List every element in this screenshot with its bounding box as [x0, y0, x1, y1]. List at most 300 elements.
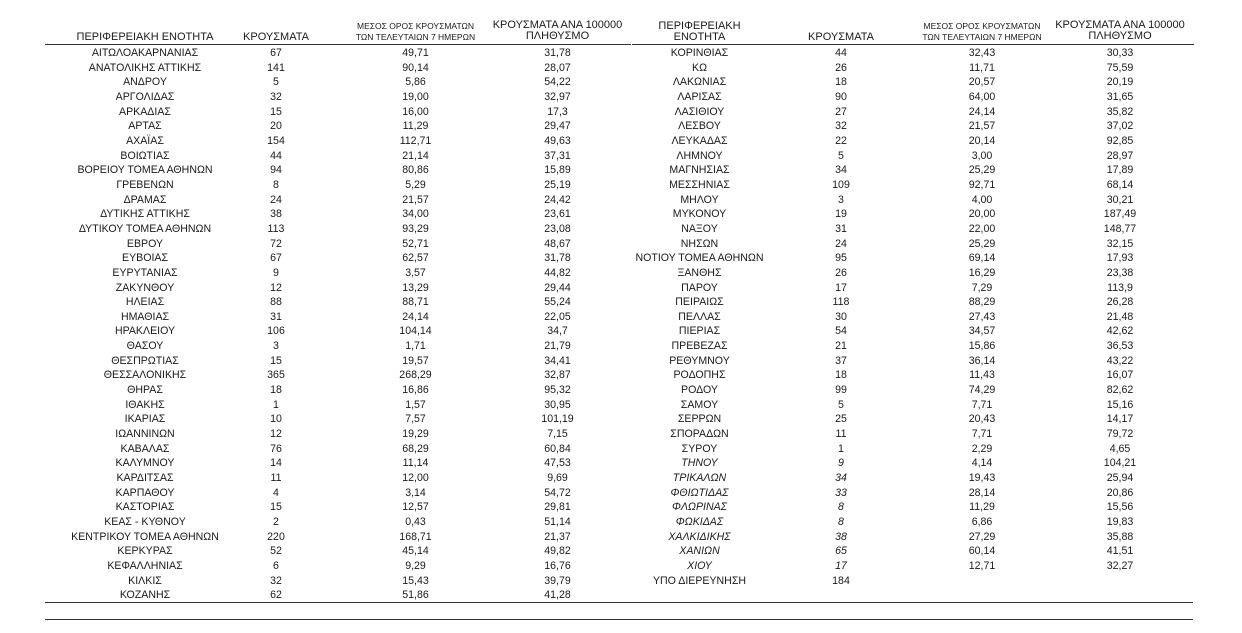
per100k-cell: 35,88 — [1106, 530, 1134, 543]
table-row — [45, 281, 631, 296]
cases-cell: 26 — [835, 61, 847, 74]
cases-cell: 109 — [832, 178, 850, 191]
table-row — [632, 515, 1194, 530]
cases-cell: 44 — [270, 149, 282, 162]
avg-cell: 34,00 — [402, 208, 429, 221]
avg-cell: 92,71 — [968, 178, 996, 191]
avg-cell: 21,57 — [968, 120, 996, 133]
per100k-cell: 37,31 — [544, 149, 571, 162]
avg-cell: 19,57 — [402, 354, 429, 367]
right-rows — [632, 46, 1194, 588]
table-row — [632, 163, 1194, 178]
cases-cell: 30 — [835, 310, 847, 323]
region-cell: ΔΥΤΙΚΟΥ ΤΟΜΕΑ ΑΘΗΝΩΝ — [78, 222, 212, 235]
page-bottom-rule — [45, 619, 1193, 620]
per100k-cell: 34,7 — [547, 325, 568, 338]
avg-cell: 24,14 — [402, 310, 429, 323]
avg-cell: 7,57 — [405, 413, 426, 426]
avg-cell: 34,57 — [968, 325, 996, 338]
region-cell: ΗΜΑΘΙΑΣ — [120, 310, 170, 323]
per100k-cell: 29,44 — [544, 281, 571, 294]
region-cell: ΜΑΓΝΗΣΙΑΣ — [669, 164, 730, 177]
region-cell: ΑΡΤΑΣ — [128, 120, 162, 133]
cases-cell: 118 — [832, 296, 850, 309]
per100k-cell: 34,41 — [544, 354, 571, 367]
table-row — [45, 530, 631, 545]
avg-cell: 25,29 — [968, 237, 996, 250]
table-row — [45, 324, 631, 339]
table-row — [632, 354, 1194, 369]
avg-cell: 24,14 — [968, 105, 996, 118]
table-row — [632, 119, 1194, 134]
table-row — [632, 368, 1194, 383]
table-row — [632, 207, 1194, 222]
table-row — [45, 134, 631, 149]
table-row — [632, 193, 1194, 208]
table-row — [45, 178, 631, 193]
table-row — [632, 456, 1194, 471]
region-cell: ΡΟΔΟΥ — [681, 384, 718, 397]
table-row — [632, 544, 1194, 559]
avg-cell: 7,71 — [971, 428, 993, 441]
region-cell: ΒΟΡΕΙΟΥ ΤΟΜΕΑ ΑΘΗΝΩΝ — [77, 164, 213, 177]
region-cell: ΝΟΤΙΟΥ ΤΟΜΕΑ ΑΘΗΝΩΝ — [635, 252, 764, 265]
per100k-cell: 37,02 — [1106, 120, 1134, 133]
avg-cell: 69,14 — [968, 252, 996, 265]
table-row — [45, 75, 631, 90]
per100k-cell: 104,21 — [1103, 457, 1137, 470]
header-per100k — [490, 20, 625, 42]
region-cell: ΘΑΣΟΥ — [126, 340, 164, 353]
per100k-cell: 21,48 — [1106, 310, 1134, 323]
cases-cell: 1 — [273, 398, 279, 411]
per100k-cell: 22,05 — [544, 310, 571, 323]
header-region: ΠΕΡΙΦΕΡΕΙΑΚΗ ΕΝΟΤΗΤΑ — [658, 20, 741, 43]
region-cell: ΚΕΦΑΛΛΗΝΙΑΣ — [107, 559, 183, 572]
avg-cell: 19,00 — [402, 90, 429, 103]
per100k-cell: 30,33 — [1106, 47, 1134, 59]
avg-cell: 268,29 — [399, 369, 432, 382]
per100k-cell: 20,19 — [1106, 76, 1134, 89]
per100k-cell: 82,62 — [1106, 384, 1134, 397]
region-cell: ΚΑΡΠΑΘΟΥ — [115, 486, 175, 499]
cases-cell: 33 — [835, 486, 847, 499]
avg-cell: 5,86 — [405, 76, 426, 89]
cases-cell: 21 — [835, 340, 847, 353]
cases-cell: 65 — [835, 545, 847, 558]
cases-cell: 15 — [270, 501, 282, 514]
region-cell: ΘΗΡΑΣ — [127, 384, 163, 397]
cases-cell: 32 — [270, 574, 282, 587]
region-cell: ΧΑΝΙΩΝ — [679, 545, 720, 558]
per100k-cell: 39,79 — [544, 574, 571, 587]
cases-cell: 52 — [270, 545, 282, 558]
table-row — [45, 61, 631, 76]
region-cell: ΙΘΑΚΗΣ — [125, 398, 165, 411]
table-row — [45, 46, 631, 61]
per100k-cell: 68,14 — [1106, 178, 1134, 191]
region-cell: ΞΑΝΘΗΣ — [677, 266, 722, 279]
region-cell: ΚΑΣΤΟΡΙΑΣ — [115, 501, 175, 514]
avg-cell: 27,29 — [968, 530, 996, 543]
table-row — [632, 105, 1194, 120]
table-row — [45, 163, 631, 178]
cases-cell: 11 — [270, 472, 282, 485]
table-row — [632, 427, 1194, 442]
table-row — [45, 90, 631, 105]
header-avg — [912, 21, 1052, 43]
cases-cell: 32 — [835, 120, 847, 133]
region-cell: ΧΙΟΥ — [687, 559, 712, 572]
table-header — [632, 14, 1194, 45]
table-row — [45, 339, 631, 354]
cases-cell: 5 — [273, 76, 279, 89]
cases-cell: 5 — [838, 398, 844, 411]
per100k-cell: 49,82 — [544, 545, 571, 558]
per100k-cell: 21,37 — [544, 530, 571, 543]
table-row — [45, 354, 631, 369]
region-cell: ΚΕΑΣ - ΚΥΘΝΟΥ — [104, 516, 186, 528]
table-row — [632, 237, 1194, 252]
avg-cell: 90,14 — [402, 61, 429, 74]
per100k-cell: 148,77 — [1103, 222, 1137, 235]
cases-cell: 95 — [835, 252, 847, 265]
region-cell: ΛΕΥΚΑΔΑΣ — [671, 134, 728, 147]
cases-cell: 54 — [835, 325, 847, 338]
cases-cell: 9 — [838, 457, 844, 470]
table-row — [632, 559, 1194, 574]
avg-cell: 11,29 — [402, 120, 429, 133]
per100k-cell: 43,22 — [1106, 354, 1134, 367]
region-cell: ΣΥΡΟΥ — [681, 442, 718, 455]
per100k-cell: 60,84 — [544, 442, 571, 455]
per100k-cell: 31,65 — [1106, 90, 1134, 103]
table-row — [45, 544, 631, 559]
region-cell: ΠΡΕΒΕΖΑΣ — [671, 340, 728, 353]
avg-cell: 28,14 — [968, 486, 996, 499]
header-per100k-line2: ΠΛΗΘΥΣΜΟ — [525, 30, 590, 42]
header-avg-line2: ΤΩΝ ΤΕΛΕΥΤΑΙΩΝ 7 ΗΜΕΡΩΝ — [355, 32, 476, 42]
per100k-cell: 55,24 — [544, 296, 571, 309]
cases-cell: 27 — [835, 105, 847, 118]
table-row — [45, 149, 631, 164]
table-row — [45, 105, 631, 120]
per100k-cell: 30,21 — [1106, 193, 1134, 206]
region-cell: ΠΕΙΡΑΙΩΣ — [675, 296, 724, 309]
region-cell: ΧΑΛΚΙΔΙΚΗΣ — [668, 530, 731, 543]
cases-cell: 17 — [835, 281, 847, 294]
avg-cell: 0,43 — [405, 516, 426, 528]
cases-cell: 15 — [270, 105, 282, 118]
region-cell: ΖΑΚΥΝΘΟΥ — [115, 281, 175, 294]
avg-cell: 25,29 — [968, 164, 996, 177]
cases-cell: 24 — [835, 237, 847, 250]
per100k-cell: 7,15 — [547, 428, 568, 441]
table-row — [632, 295, 1194, 310]
table-row — [45, 193, 631, 208]
region-cell: ΚΕΡΚΥΡΑΣ — [117, 545, 173, 558]
cases-cell: 2 — [273, 516, 279, 528]
cases-cell: 31 — [835, 222, 847, 235]
cases-cell: 220 — [267, 530, 285, 543]
header-region: ΠΕΡΙΦΕΡΕΙΑΚΗ ΕΝΟΤΗΤΑ — [76, 31, 214, 43]
per100k-cell: 23,38 — [1106, 266, 1134, 279]
per100k-cell: 17,89 — [1106, 164, 1134, 177]
cases-cell: 76 — [270, 442, 282, 455]
per100k-cell: 31,78 — [544, 47, 571, 59]
region-cell: ΔΡΑΜΑΣ — [123, 193, 167, 206]
table-bottom-rule — [45, 602, 1193, 603]
region-cell: ΗΡΑΚΛΕΙΟΥ — [114, 325, 176, 338]
table-row — [632, 471, 1194, 486]
table-row — [45, 574, 631, 589]
region-cell: ΥΠΟ ΔΙΕΡΕΥΝΗΣΗ — [652, 574, 747, 587]
region-cell: ΜΥΚΟΝΟΥ — [672, 208, 727, 221]
table-row — [632, 266, 1194, 281]
avg-cell: 9,29 — [405, 559, 426, 572]
region-cell: ΚΟΡΙΝΘΙΑΣ — [670, 47, 729, 59]
cases-cell: 12 — [270, 428, 282, 441]
per100k-cell: 42,62 — [1106, 325, 1134, 338]
per100k-cell: 9,69 — [547, 472, 568, 485]
per100k-cell: 15,89 — [544, 164, 571, 177]
cases-cell: 22 — [835, 134, 847, 147]
per100k-cell: 19,83 — [1106, 516, 1134, 528]
cases-cell: 3 — [838, 193, 844, 206]
avg-cell: 1,57 — [405, 398, 426, 411]
region-cell: ΠΕΛΛΑΣ — [678, 310, 721, 323]
per100k-cell: 54,22 — [544, 76, 571, 89]
cases-cell: 5 — [838, 149, 844, 162]
region-cell: ΣΠΟΡΑΔΩΝ — [670, 428, 729, 441]
avg-cell: 11,29 — [969, 501, 995, 514]
cases-cell: 44 — [835, 47, 847, 59]
avg-cell: 3,14 — [405, 486, 426, 499]
region-cell: ΡΟΔΟΠΗΣ — [673, 369, 726, 382]
avg-cell: 112,71 — [399, 134, 432, 147]
header-cases: ΚΡΟΥΣΜΑΤΑ — [808, 31, 874, 43]
cases-cell: 11 — [835, 428, 847, 441]
per100k-cell: 49,63 — [544, 134, 571, 147]
header-cases: ΚΡΟΥΣΜΑΤΑ — [243, 31, 309, 43]
region-cell: ΠΑΡΟΥ — [681, 281, 718, 294]
region-cell: ΝΗΣΩΝ — [680, 237, 719, 250]
header-avg — [348, 21, 483, 43]
region-cell: ΘΕΣΣΑΛΟΝΙΚΗΣ — [103, 369, 187, 382]
cases-cell: 62 — [270, 589, 282, 602]
per100k-cell: 47,53 — [544, 457, 571, 470]
avg-cell: 5,29 — [405, 178, 426, 191]
header-avg-line1: ΜΕΣΟΣ ΟΡΟΣ ΚΡΟΥΣΜΑΤΩΝ — [357, 21, 474, 31]
cases-cell: 90 — [835, 90, 847, 103]
avg-cell: 20,43 — [968, 413, 996, 426]
region-cell: ΑΙΤΩΛΟΑΚΑΡΝΑΝΙΑΣ — [91, 47, 199, 59]
per100k-cell: 17,93 — [1106, 252, 1134, 265]
avg-cell: 74,29 — [968, 384, 996, 397]
per100k-cell: 30,95 — [544, 398, 571, 411]
region-cell: ΒΟΙΩΤΙΑΣ — [120, 149, 170, 162]
cases-cell: 26 — [835, 266, 847, 279]
per100k-cell: 17,3 — [547, 105, 568, 118]
avg-cell: 13,29 — [402, 281, 429, 294]
region-cell: ΚΙΛΚΙΣ — [128, 574, 162, 587]
cases-cell: 9 — [273, 266, 279, 279]
per100k-cell: 187,49 — [1103, 208, 1137, 221]
avg-cell: 168,71 — [399, 530, 432, 543]
avg-cell: 3,57 — [405, 266, 426, 279]
per100k-cell: 44,82 — [544, 266, 571, 279]
per100k-cell: 79,72 — [1106, 428, 1134, 441]
header-avg-line1: ΜΕΣΟΣ ΟΡΟΣ ΚΡΟΥΣΜΑΤΩΝ — [923, 21, 1041, 31]
cases-cell: 18 — [270, 384, 282, 397]
table-row — [632, 90, 1194, 105]
avg-cell: 15,43 — [402, 574, 429, 587]
region-cell: ΑΧΑΪΑΣ — [126, 134, 164, 147]
region-cell: ΣΕΡΡΩΝ — [677, 413, 722, 426]
cases-cell: 34 — [835, 472, 847, 485]
avg-cell: 93,29 — [402, 222, 429, 235]
per100k-cell: 75,59 — [1106, 61, 1134, 74]
per100k-cell: 48,67 — [544, 237, 571, 250]
avg-cell: 16,29 — [968, 266, 996, 279]
table-row — [632, 251, 1194, 266]
per100k-cell: 54,72 — [544, 486, 571, 499]
avg-cell: 6,86 — [971, 516, 993, 528]
region-cell: ΜΗΛΟΥ — [680, 193, 719, 206]
table-row — [45, 266, 631, 281]
cases-cell: 3 — [273, 340, 279, 353]
avg-cell: 52,71 — [402, 237, 429, 250]
avg-cell: 80,86 — [402, 164, 429, 177]
per100k-cell: 36,53 — [1106, 340, 1134, 353]
table-row — [45, 559, 631, 574]
region-cell: ΔΥΤΙΚΗΣ ΑΤΤΙΚΗΣ — [100, 208, 190, 221]
avg-cell: 36,14 — [968, 354, 996, 367]
table-row — [632, 383, 1194, 398]
region-cell: ΗΛΕΙΑΣ — [125, 296, 165, 309]
table-row — [45, 456, 631, 471]
table-row — [632, 134, 1194, 149]
table-row — [632, 530, 1194, 545]
cases-cell: 106 — [267, 325, 285, 338]
region-cell: ΑΡΚΑΔΙΑΣ — [119, 105, 171, 118]
per100k-cell: 16,07 — [1106, 369, 1134, 382]
header-per100k-line1: ΚΡΟΥΣΜΑΤΑ ΑΝΑ 100000 — [1055, 19, 1185, 31]
region-cell: ΚΑΛΥΜΝΟΥ — [115, 457, 175, 470]
header-per100k-line2: ΠΛΗΘΥΣΜΟ — [1088, 30, 1152, 42]
cases-cell: 67 — [270, 252, 282, 265]
per100k-cell: 29,47 — [544, 120, 571, 133]
region-cell: ΘΕΣΠΡΩΤΙΑΣ — [111, 354, 179, 367]
cases-cell: 72 — [270, 237, 282, 250]
avg-cell: 15,86 — [968, 340, 996, 353]
table-header — [45, 14, 631, 45]
region-cell: ΚΩ — [692, 61, 707, 74]
table-row — [632, 46, 1194, 61]
cases-cell: 88 — [270, 296, 282, 309]
avg-cell: 2,29 — [971, 442, 993, 455]
avg-cell: 51,86 — [402, 589, 429, 602]
region-cell: ΡΕΘΥΜΝΟΥ — [669, 354, 730, 367]
cases-cell: 12 — [270, 281, 282, 294]
region-cell: ΓΡΕΒΕΝΩΝ — [116, 178, 174, 191]
cases-cell: 18 — [835, 369, 847, 382]
cases-cell: 113 — [267, 222, 285, 235]
table-row — [45, 295, 631, 310]
avg-cell: 12,00 — [402, 472, 429, 485]
table-row — [45, 207, 631, 222]
table-row — [45, 588, 631, 603]
avg-cell: 11,14 — [402, 457, 429, 470]
avg-cell: 49,71 — [402, 47, 429, 59]
per100k-cell: 29,81 — [544, 501, 571, 514]
region-cell: ΚΑΡΔΙΤΣΑΣ — [116, 472, 174, 485]
cases-cell: 8 — [838, 516, 844, 528]
region-cell: ΣΑΜΟΥ — [680, 398, 719, 411]
region-cell: ΦΩΚΙΔΑΣ — [675, 516, 724, 528]
avg-cell: 1,71 — [405, 340, 426, 353]
table-row — [45, 119, 631, 134]
avg-cell: 88,29 — [968, 296, 996, 309]
cases-cell: 32 — [270, 90, 282, 103]
avg-cell: 19,43 — [968, 472, 996, 485]
table-row — [632, 486, 1194, 501]
table-row — [45, 368, 631, 383]
cases-cell: 94 — [270, 164, 282, 177]
table-row — [632, 324, 1194, 339]
region-cell: ΜΕΣΣΗΝΙΑΣ — [669, 178, 730, 191]
table-row — [45, 442, 631, 457]
per100k-cell: 32,87 — [544, 369, 571, 382]
cases-cell: 31 — [270, 310, 282, 323]
avg-cell: 3,00 — [971, 149, 993, 162]
avg-cell: 20,00 — [968, 208, 996, 221]
table-row — [632, 61, 1194, 76]
region-cell: ΚΟΖΑΝΗΣ — [119, 589, 171, 602]
per100k-cell: 31,78 — [544, 252, 571, 265]
table-row — [45, 383, 631, 398]
table-row — [45, 412, 631, 427]
avg-cell: 21,14 — [402, 149, 429, 162]
table-row — [632, 500, 1194, 515]
per100k-cell: 28,97 — [1106, 149, 1134, 162]
table-row — [45, 310, 631, 325]
avg-cell: 22,00 — [968, 222, 996, 235]
region-cell: ΑΝΔΡΟΥ — [123, 76, 167, 89]
cases-cell: 18 — [835, 76, 847, 89]
table-row — [632, 310, 1194, 325]
per100k-cell: 14,17 — [1106, 413, 1134, 426]
cases-cell: 1 — [838, 442, 844, 455]
per100k-cell: 35,82 — [1106, 105, 1134, 118]
region-cell: ΕΥΒΟΙΑΣ — [122, 252, 168, 265]
cases-cell: 10 — [270, 413, 282, 426]
table-row — [632, 412, 1194, 427]
per100k-cell: 41,28 — [544, 589, 571, 602]
avg-cell: 21,57 — [402, 193, 429, 206]
cases-cell: 184 — [832, 574, 850, 587]
cases-cell: 8 — [838, 501, 844, 514]
header-per100k — [1050, 20, 1190, 42]
table-row — [632, 574, 1194, 589]
per100k-cell: 24,42 — [544, 193, 571, 206]
per100k-cell: 41,51 — [1106, 545, 1134, 558]
avg-cell: 32,43 — [968, 47, 996, 59]
per100k-cell: 95,32 — [544, 384, 571, 397]
cases-cell: 37 — [835, 354, 847, 367]
table-row — [632, 281, 1194, 296]
avg-cell: 4,00 — [971, 193, 993, 206]
